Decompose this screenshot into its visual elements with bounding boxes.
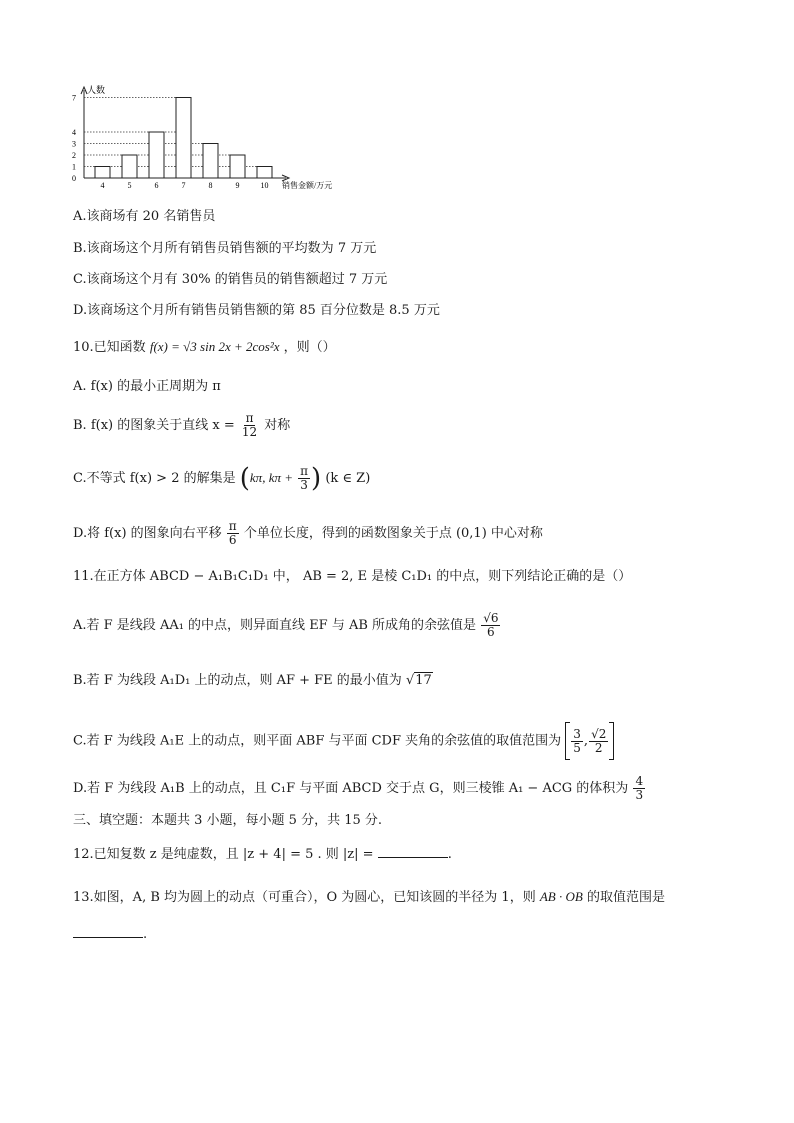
- q10-option-c: C.不等式 f(x) > 2 的解集是 (kπ, kπ + $\frac{\pi}{3}$ ) (k ∈ Z): [73, 463, 371, 494]
- q13-answer-blank: [73, 937, 143, 938]
- bar-10: [257, 167, 272, 179]
- x-tick-label: 5: [127, 181, 132, 190]
- x-axis-label: 销售金额/万元: [282, 181, 333, 190]
- q12: 12.已知复数 z 是纯虚数，且 |z + 4| = 5 . 则 |z| = .: [73, 847, 452, 862]
- q13-line1: 13.如图，A, B 均为圆上的动点（可重合），O 为圆心，已知该圆的半径为 1，则 AB · OB 的取值范围是: [73, 889, 665, 905]
- q11-option-c: C.若 F 为线段 A₁E 上的动点，则平面 ABF 与平面 CDF 夹角的余弦值的取值范围为 $\frac{3}{5}$ , $\frac{√2}{2}$: [73, 722, 614, 760]
- q11-stem: 11.在正方体 ABCD − A₁B₁C₁D₁ 中， AB = 2, E 是棱 C₁D₁ 的中点，则下列结论正确的是（）: [73, 569, 632, 584]
- sales-histogram: [60, 82, 360, 197]
- bar-9: [230, 155, 245, 178]
- q11-option-a: A.若 F 是线段 AA₁ 的中点，则异面直线 EF 与 AB 所成角的余弦值是 $\frac{√6}{6}$: [73, 611, 499, 639]
- y-tick-label: 3: [72, 139, 76, 149]
- y-tick-label: 1: [72, 162, 76, 172]
- x-tick-label: 10: [260, 181, 269, 190]
- x-tick-label: 4: [100, 181, 105, 190]
- q11-option-d: D.若 F 为线段 A₁B 上的动点，且 C₁F 与平面 ABCD 交于点 G，则三棱锥 A₁ − ACG 的体积为 $\frac{4}{3}$: [73, 774, 644, 802]
- q13-line2: .: [73, 926, 147, 944]
- q9-option-c: C.该商场这个月有 30% 的销售员的销售额超过 7 万元: [73, 272, 388, 287]
- bar-7: [176, 98, 191, 179]
- y-tick-label: 2: [72, 151, 76, 160]
- x-tick-label: 9: [235, 181, 240, 190]
- q12-answer-blank: [378, 857, 448, 858]
- y-tick-label: 0: [72, 174, 76, 183]
- q10-b-fraction: $\frac{\pi}{12}$: [241, 411, 258, 439]
- q10-option-b: B. f(x) 的图象关于直线 x = $\frac{\pi}{12}$ 对称: [73, 411, 291, 439]
- q9-option-b: B.该商场这个月所有销售员销售额的平均数为 7 万元: [73, 241, 377, 256]
- bar-4: [95, 167, 110, 179]
- q10-option-d: D.将 f(x) 的图象向右平移 $\frac{\pi}{6}$ 个单位长度，得到的函数图象关于点 (0,1) 中心对称: [73, 519, 543, 547]
- y-tick-label: 4: [72, 128, 76, 137]
- x-tick-label: 7: [181, 181, 186, 190]
- bar-8: [203, 144, 218, 179]
- bar-5: [122, 155, 137, 178]
- q9-option-d: D.该商场这个月所有销售员销售额的第 85 百分位数是 8.5 万元: [73, 303, 440, 318]
- q10-function: f(x) = √3 sin 2x + 2cos²x: [149, 339, 280, 354]
- q10-stem: 10.已知函数 f(x) = √3 sin 2x + 2cos²x ，则（）: [73, 339, 336, 355]
- q9-option-a: A.该商场有 20 名销售员: [73, 209, 216, 224]
- bar-6: [149, 132, 164, 178]
- x-tick-label: 6: [154, 181, 159, 190]
- y-tick-label: 7: [72, 93, 76, 103]
- x-tick-label: 8: [208, 181, 213, 190]
- q11-option-b: B.若 F 为线段 A₁D₁ 上的动点，则 AF + FE 的最小值为 √17: [73, 673, 432, 688]
- section-3-heading: 三、填空题：本题共 3 小题，每小题 5 分，共 15 分.: [73, 813, 383, 828]
- y-axis-label: 人数: [87, 85, 106, 95]
- q10-option-a: A. f(x) 的最小正周期为 π: [73, 379, 221, 394]
